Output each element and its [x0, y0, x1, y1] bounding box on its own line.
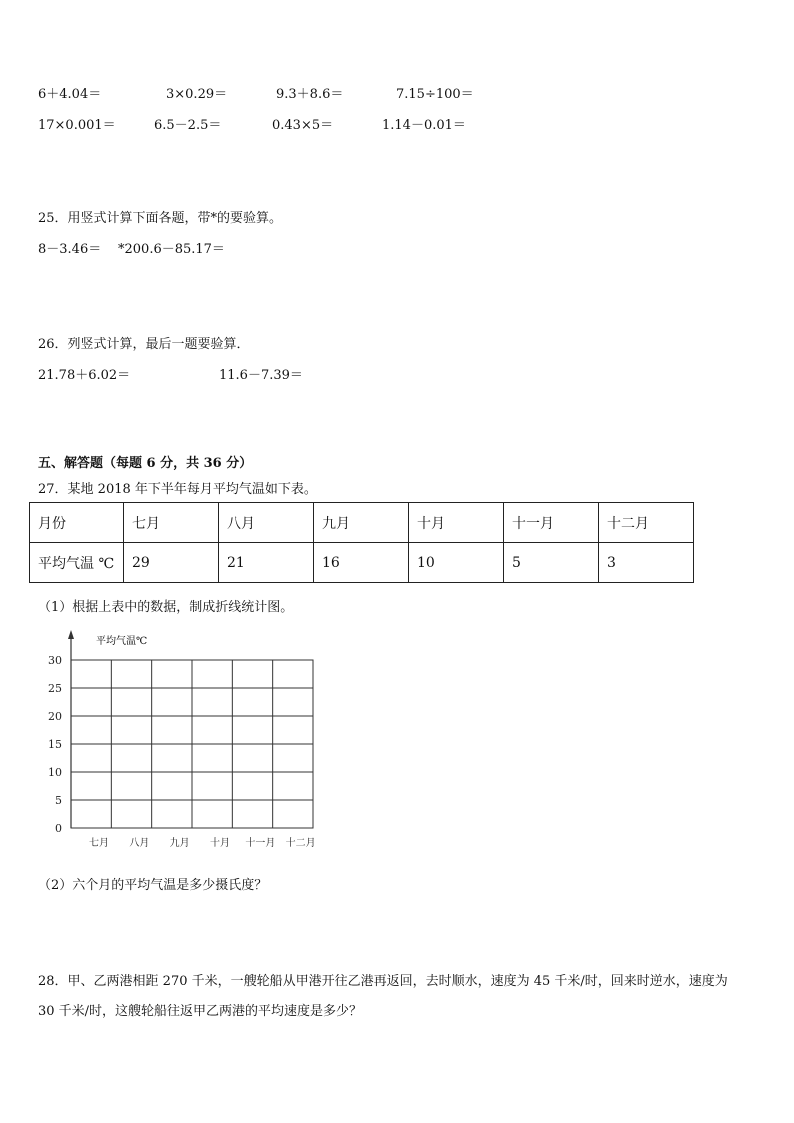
- table-cell: 29: [124, 543, 219, 583]
- sub-question: （1）根据上表中的数据，制成折线统计图。: [38, 600, 294, 615]
- y-tick-labels: [48, 654, 62, 835]
- x-tick-label: 七月: [89, 838, 109, 849]
- calc-item: 21.78＋6.02＝: [38, 368, 131, 383]
- sub-question: （2）六个月的平均气温是多少摄氏度？: [38, 878, 268, 893]
- y-axis-arrow-icon: [68, 630, 74, 639]
- calc-item: 0.43×5＝: [272, 118, 334, 133]
- table-cell: 七月: [124, 503, 219, 543]
- x-tick-label: 十月: [210, 838, 230, 849]
- y-tick-label: 15: [48, 738, 62, 751]
- calc-item: 1.14－0.01＝: [382, 118, 466, 133]
- question-text: 30 千米/时，这艘轮船往返甲乙两港的平均速度是多少？: [38, 1004, 363, 1019]
- temperature-table: [29, 502, 694, 583]
- y-tick-label: 20: [48, 710, 62, 723]
- calc-item: 11.6－7.39＝: [219, 368, 303, 383]
- question-text: 28．甲、乙两港相距 270 千米，一艘轮船从甲港开往乙港再返回，去时顺水，速度为 45 千米/时，回来时逆水，速度为: [38, 974, 728, 989]
- y-tick-label: 10: [48, 766, 62, 779]
- y-axis-label: 平均气温℃: [96, 636, 148, 647]
- calc-item: 3×0.29＝: [166, 87, 228, 102]
- x-tick-labels: [89, 836, 316, 849]
- section-title: 五、解答题（每题 6 分，共 36 分）: [38, 456, 253, 471]
- table-cell: 10: [409, 543, 504, 583]
- blank-line-chart: [38, 625, 338, 860]
- question-title: 27．某地 2018 年下半年每月平均气温如下表。: [38, 482, 317, 497]
- question-title: 25．用竖式计算下面各题，带*的要验算。: [38, 211, 283, 226]
- table-cell: 八月: [219, 503, 314, 543]
- calc-item: 6＋4.04＝: [38, 87, 102, 102]
- calc-item: 17×0.001＝: [38, 118, 116, 133]
- table-cell: 月份: [30, 503, 124, 543]
- table-cell: 平均气温 ℃: [30, 543, 124, 583]
- table-row: [30, 543, 694, 583]
- table-cell: 十月: [409, 503, 504, 543]
- calc-item: 7.15÷100＝: [396, 87, 474, 102]
- table-header-row: [30, 503, 694, 543]
- chart-grid: [71, 660, 313, 828]
- y-tick-label: 5: [55, 794, 62, 807]
- y-tick-label: 30: [48, 654, 62, 667]
- y-tick-label: 25: [48, 682, 62, 695]
- x-tick-label: 十二月: [285, 838, 316, 849]
- x-tick-label: 十一月: [245, 838, 276, 849]
- question-title: 26．列竖式计算，最后一题要验算．: [38, 337, 250, 352]
- x-tick-label: 八月: [129, 838, 150, 849]
- x-tick-label: 九月: [169, 838, 190, 849]
- table-cell: 十二月: [599, 503, 694, 543]
- table-cell: 十一月: [504, 503, 599, 543]
- table-cell: 3: [599, 543, 694, 583]
- table-cell: 21: [219, 543, 314, 583]
- calc-item: 6.5－2.5＝: [154, 118, 222, 133]
- table-cell: 16: [314, 543, 409, 583]
- calc-item: 8－3.46＝: [38, 242, 102, 257]
- table-cell: 5: [504, 543, 599, 583]
- table-cell: 九月: [314, 503, 409, 543]
- calc-item: *200.6－85.17＝: [118, 242, 225, 257]
- calc-item: 9.3＋8.6＝: [276, 87, 344, 102]
- y-tick-label: 0: [55, 822, 62, 835]
